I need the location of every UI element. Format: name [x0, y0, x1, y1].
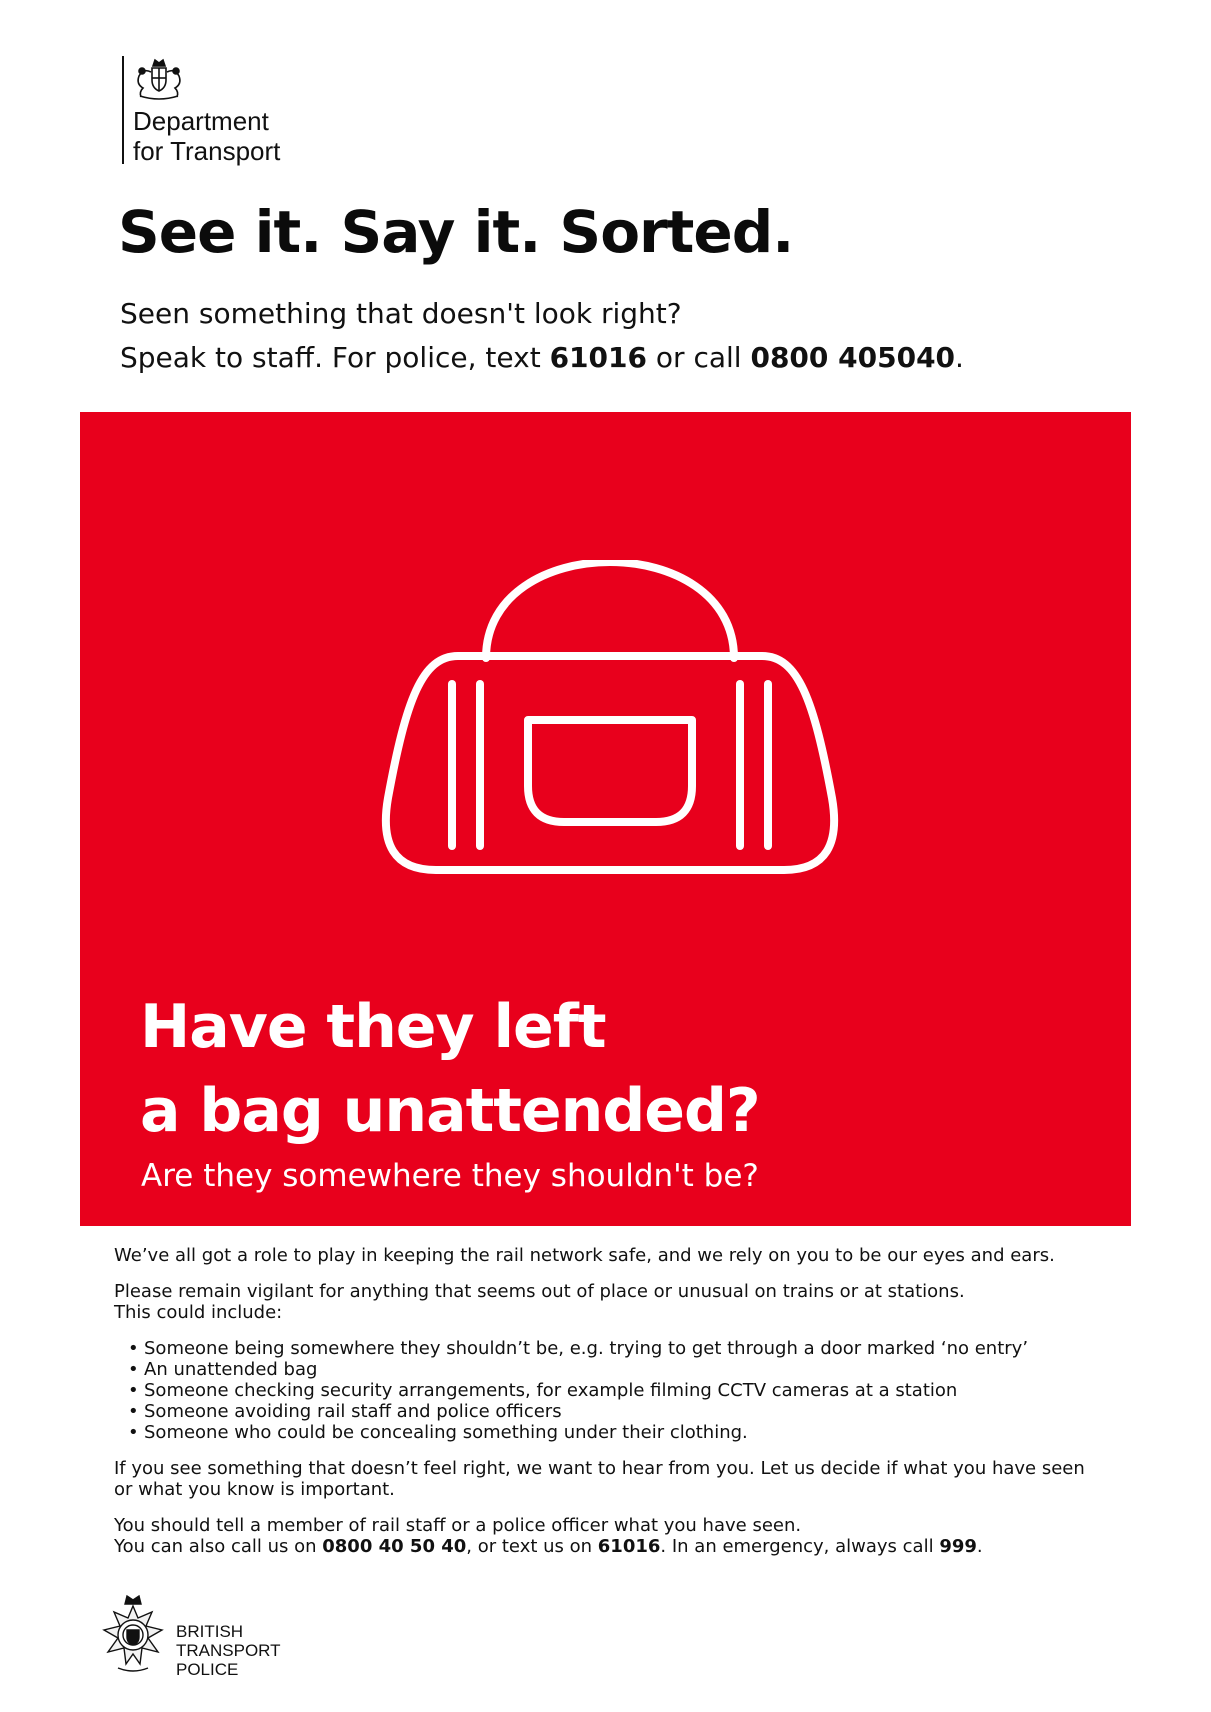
headline-line-2: a bag unattended?: [140, 1076, 760, 1146]
suspicious-behaviour-list: [114, 1338, 1104, 1443]
bag-icon: [380, 560, 840, 890]
list-item: • Someone checking security arrangements, for example filming CCTV cameras at a station: [128, 1380, 1104, 1401]
headline-line-1: Have they left: [140, 992, 606, 1062]
btp-name-line-2: TRANSPORT: [176, 1641, 281, 1660]
british-transport-police-badge-icon: [100, 1592, 166, 1674]
body-copy: [114, 1245, 1104, 1572]
vigilance-paragraph: Please remain vigilant for anything that seems out of place or unusual on trains or at stations. This could include:: [114, 1281, 965, 1323]
department-name: [133, 106, 280, 166]
list-item: • Someone being somewhere they shouldn’t be, e.g. trying to get through a door marked ‘no entry’: [128, 1338, 1104, 1359]
list-item: • An unattended bag: [128, 1359, 1104, 1380]
royal-coat-of-arms-icon: [132, 56, 186, 102]
btp-name-line-1: BRITISH: [176, 1622, 244, 1641]
report-instructions: [120, 292, 964, 380]
police-call-number: 0800 405040: [750, 341, 956, 374]
british-transport-police-name: [176, 1622, 281, 1679]
report-contact-line: Speak to staff. For police, text 61016 or call 0800 405040.: [120, 341, 964, 374]
intro-paragraph: We’ve all got a role to play in keeping the rail network safe, and we rely on you to be our eyes and ears.: [114, 1245, 1055, 1266]
report-question: Seen something that doesn't look right?: [120, 297, 682, 330]
btp-text-number: 61016: [597, 1536, 661, 1557]
emergency-number: 999: [939, 1536, 977, 1557]
department-name-line-2: for Transport: [133, 136, 281, 166]
feel-right-paragraph: If you see something that doesn’t feel right, we want to hear from you. Let us decide if what you have seen or what you know is important.: [114, 1458, 1085, 1500]
btp-name-line-3: POLICE: [176, 1660, 239, 1679]
main-headline: [140, 985, 760, 1153]
list-item: • Someone who could be concealing something under their clothing.: [128, 1422, 1104, 1443]
subheadline: Are they somewhere they shouldn't be?: [141, 1158, 759, 1194]
department-name-line-1: Department: [133, 106, 269, 136]
department-divider: [122, 56, 124, 164]
slogan-heading: See it. Say it. Sorted.: [118, 198, 794, 266]
contact-paragraph: You should tell a member of rail staff or a police officer what you have seen. You can also call us on 0800 40 50 40, or text us on 61016. In an emergency, always call 999.: [114, 1515, 983, 1557]
list-item: • Someone avoiding rail staff and police officers: [128, 1401, 1104, 1422]
police-text-number: 61016: [549, 341, 647, 374]
btp-call-number: 0800 40 50 40: [322, 1536, 467, 1557]
